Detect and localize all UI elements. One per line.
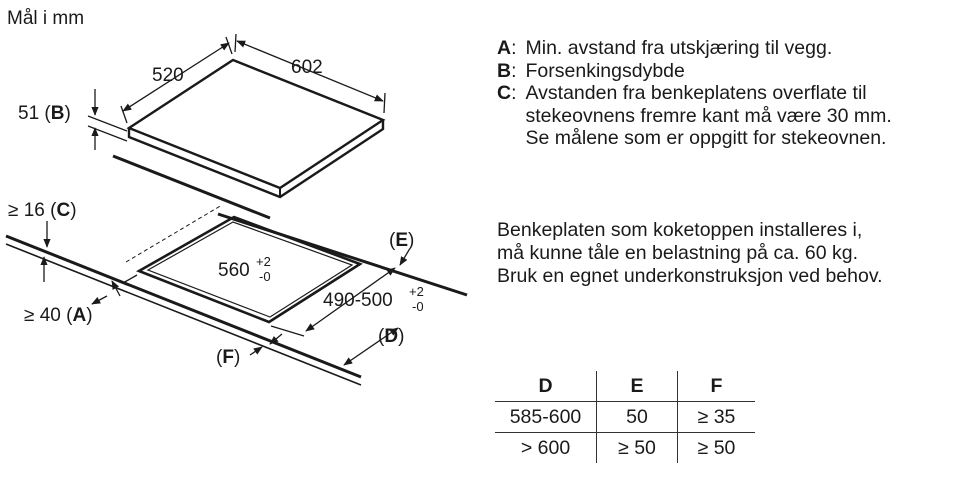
legend	[497, 37, 937, 150]
legend-text: Min. avstand fra utskjæring til vegg.	[525, 37, 833, 59]
note-line: må kunne tåle en belastning på ca. 60 kg.	[497, 242, 858, 264]
table-cell: 585-600	[495, 402, 597, 433]
min-a-value: ≥ 40	[24, 305, 61, 326]
worktop-back-edge	[113, 156, 270, 218]
min-c-label: ≥ 16 (C)	[8, 200, 77, 221]
hob-width-value: 602	[291, 57, 323, 78]
legend-text: Forsenkingsdybde	[525, 59, 685, 82]
note-line: Benkeplaten som koketoppen installeres i,	[497, 219, 863, 241]
min-c-value: ≥ 16	[8, 200, 45, 221]
legend-key: A	[497, 37, 512, 59]
load-note	[497, 219, 957, 288]
table-header-e: E	[597, 371, 678, 402]
table-row	[495, 402, 755, 433]
legend-item-a: A : Min. avstand fra utskjæring til vegg.	[497, 37, 937, 60]
legend-key: B	[497, 59, 512, 82]
hob-height-label: 51 (B)	[18, 103, 71, 124]
min-a-label: ≥ 40 (A)	[24, 305, 93, 326]
cutout-width-tol-lower: -0	[412, 299, 424, 314]
table-cell: ≥ 50	[597, 433, 678, 464]
table-header-f: F	[678, 371, 756, 402]
table-row	[495, 433, 755, 464]
min-c-key: C	[56, 200, 71, 221]
table-cell: ≥ 35	[678, 402, 756, 433]
table-cell: > 600	[495, 433, 597, 464]
label-d: (D)	[378, 326, 405, 347]
cutout-width-label	[323, 290, 393, 311]
cutout-width-tol-upper: +2	[409, 284, 424, 299]
label-e: (E)	[389, 230, 415, 251]
legend-item-c: C : Avstanden fra benkeplatens overflate til stekeovnens fremre kant må være 30 mm. Se målene som er oppgitt for stekeovnen.	[497, 82, 937, 150]
units-label: Mål i mm	[7, 8, 85, 29]
dimension-e	[400, 250, 409, 265]
cutout-depth-tol-upper: +2	[256, 254, 271, 269]
hob-height-value: 51	[18, 103, 40, 124]
legend-key: C	[497, 82, 512, 104]
cutout-depth-base: 560	[218, 260, 250, 281]
hob-height-key: B	[50, 103, 65, 124]
cutout-depth-tol-lower: -0	[259, 269, 271, 284]
table-cell: ≥ 50	[678, 433, 756, 464]
hob-height-dimension	[88, 89, 127, 150]
min-a-key: A	[72, 305, 87, 326]
legend-text: Avstanden fra benkeplatens overflate til stekeovnens fremre kant må være 30 mm. Se målene som er oppgitt for stekeovnen.	[525, 82, 892, 149]
cutout-depth-label	[218, 260, 250, 281]
table-header-d: D	[538, 374, 553, 397]
hob-depth-value: 520	[152, 65, 184, 86]
legend-item-b: B : Forsenkingsdybde	[497, 60, 937, 83]
cutout-width-base: 490-500	[323, 290, 393, 311]
label-f: (F)	[216, 347, 241, 368]
table-cell: 50	[597, 402, 678, 433]
dimension-table	[495, 371, 755, 463]
note-line: Bruk en egnet underkonstruksjon ved behov.	[497, 265, 883, 287]
table-header-row	[495, 371, 755, 402]
